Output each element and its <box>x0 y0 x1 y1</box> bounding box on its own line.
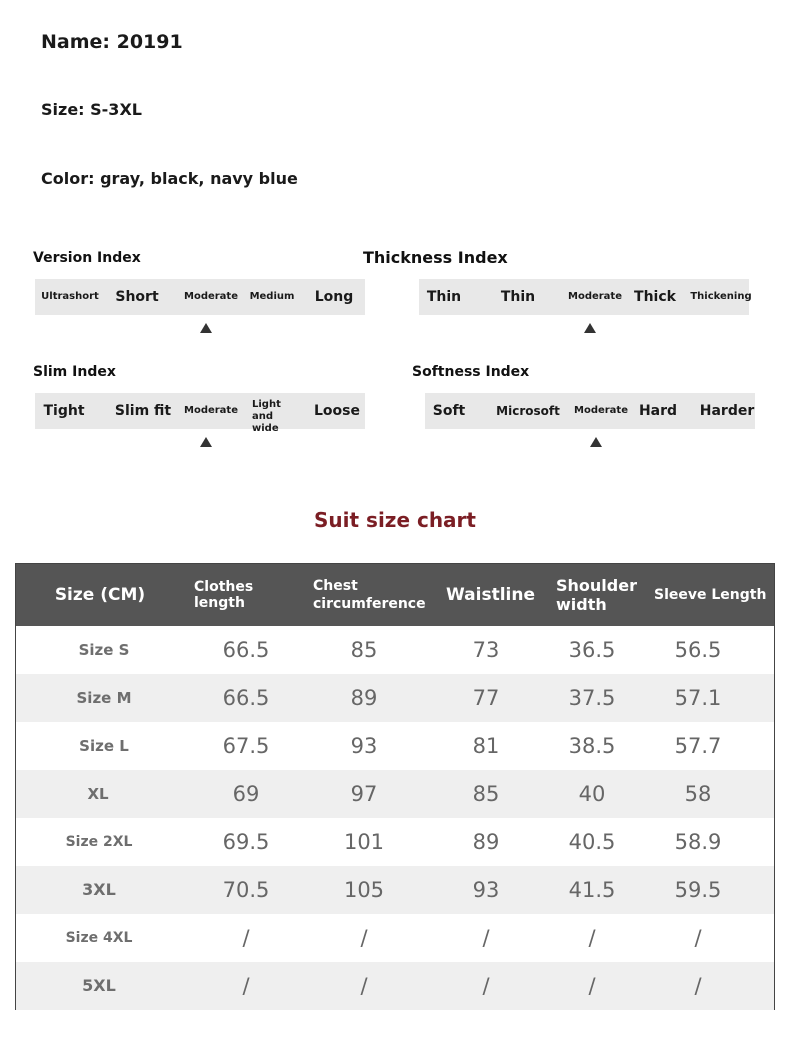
clothes-length-value: / <box>242 974 250 998</box>
sleeve-length-value: 57.7 <box>674 734 722 758</box>
product-name: Name: 20191 <box>41 31 183 53</box>
chest-value: 93 <box>350 734 378 758</box>
row-size-label: Size 4XL <box>65 930 133 946</box>
chest-value: / <box>360 926 368 950</box>
slim-index-option: Moderate <box>183 405 239 416</box>
softness-index-option: Soft <box>432 403 466 419</box>
header-chest-circumference: Chest circumference <box>313 578 426 612</box>
chest-value: 105 <box>343 878 385 902</box>
waistline-value: 89 <box>472 830 500 854</box>
thickness-index-option: Thickening <box>690 291 752 302</box>
header-shoulder-width: Shoulder width <box>556 576 637 614</box>
waistline-value: 81 <box>472 734 500 758</box>
softness-index-option: Moderate <box>573 405 629 416</box>
clothes-length-value: 66.5 <box>222 638 270 662</box>
sleeve-length-value: 58 <box>684 782 712 806</box>
shoulder-width-value: 38.5 <box>568 734 616 758</box>
product-size-range: Size: S-3XL <box>41 100 142 119</box>
softness-index-marker-icon <box>590 437 602 447</box>
sleeve-length-value: 59.5 <box>674 878 722 902</box>
shoulder-width-value: 36.5 <box>568 638 616 662</box>
version-index-option: Short <box>115 289 159 305</box>
slim-index-title: Slim Index <box>33 364 116 380</box>
header-clothes-length: Clothes length <box>194 579 254 611</box>
thickness-index-marker-icon <box>584 323 596 333</box>
clothes-length-value: / <box>242 926 250 950</box>
slim-index-option: Light and wide <box>252 399 281 434</box>
table-row <box>16 722 774 770</box>
row-size-label: 5XL <box>82 976 116 995</box>
softness-index-option: Harder <box>699 403 755 419</box>
softness-index-title: Softness Index <box>412 364 530 380</box>
thickness-index-title: Thickness Index <box>363 248 508 267</box>
waistline-value: 77 <box>472 686 500 710</box>
slim-index-marker-icon <box>200 437 212 447</box>
version-index-bar <box>35 279 365 315</box>
clothes-length-value: 70.5 <box>222 878 270 902</box>
version-index-marker-icon <box>200 323 212 333</box>
clothes-length-value: 67.5 <box>222 734 270 758</box>
sleeve-length-value: / <box>694 926 702 950</box>
slim-index-option: Slim fit <box>114 403 172 419</box>
sleeve-length-value: 57.1 <box>674 686 722 710</box>
clothes-length-value: 69 <box>232 782 260 806</box>
waistline-value: / <box>482 926 490 950</box>
waistline-value: 73 <box>472 638 500 662</box>
version-index-option: Moderate <box>183 291 239 302</box>
shoulder-width-value: 40 <box>578 782 606 806</box>
row-size-label: Size S <box>78 641 130 659</box>
thickness-index-option: Thick <box>634 289 676 305</box>
row-size-label: XL <box>87 785 109 803</box>
chest-value: 97 <box>350 782 378 806</box>
version-index-option: Ultrashort <box>41 291 99 302</box>
sleeve-length-value: 56.5 <box>674 638 722 662</box>
table-row <box>16 866 774 914</box>
sleeve-length-value: 58.9 <box>674 830 722 854</box>
waistline-value: 85 <box>472 782 500 806</box>
softness-index-option: Microsoft <box>496 404 560 418</box>
version-index-title: Version Index <box>33 250 141 266</box>
softness-index-option: Hard <box>638 403 678 419</box>
chest-value: 89 <box>350 686 378 710</box>
version-index-option: Medium <box>249 291 295 302</box>
thickness-index-option: Thin <box>500 289 536 305</box>
softness-index-bar <box>425 393 755 429</box>
header-size: Size (CM) <box>54 585 146 605</box>
thickness-index-option: Moderate <box>567 291 623 302</box>
size-chart-header <box>16 564 774 626</box>
shoulder-width-value: / <box>588 926 596 950</box>
chest-value: 85 <box>350 638 378 662</box>
thickness-index-option: Thin <box>426 289 462 305</box>
table-row <box>16 674 774 722</box>
size-chart-title: Suit size chart <box>314 508 476 532</box>
product-colors: Color: gray, black, navy blue <box>41 169 298 188</box>
shoulder-width-value: 40.5 <box>568 830 616 854</box>
slim-index-option: Tight <box>43 403 85 419</box>
row-size-label: Size M <box>76 689 132 707</box>
chest-value: / <box>360 974 368 998</box>
header-sleeve-length: Sleeve Length <box>654 587 767 603</box>
table-row <box>16 626 774 674</box>
table-row <box>16 770 774 818</box>
waistline-value: 93 <box>472 878 500 902</box>
row-size-label: Size 2XL <box>65 834 133 850</box>
shoulder-width-value: / <box>588 974 596 998</box>
clothes-length-value: 66.5 <box>222 686 270 710</box>
shoulder-width-value: 41.5 <box>568 878 616 902</box>
clothes-length-value: 69.5 <box>222 830 270 854</box>
size-chart-table <box>15 563 775 1010</box>
slim-index-option: Loose <box>314 403 360 419</box>
table-row <box>16 962 774 1010</box>
header-waistline: Waistline <box>446 585 535 605</box>
slim-index-bar <box>35 393 365 434</box>
chest-value: 101 <box>343 830 385 854</box>
table-row <box>16 818 774 866</box>
row-size-label: 3XL <box>82 880 116 899</box>
version-index-option: Long <box>314 289 354 305</box>
table-row <box>16 914 774 962</box>
sleeve-length-value: / <box>694 974 702 998</box>
shoulder-width-value: 37.5 <box>568 686 616 710</box>
thickness-index-bar <box>419 279 752 315</box>
row-size-label: Size L <box>79 737 129 755</box>
waistline-value: / <box>482 974 490 998</box>
